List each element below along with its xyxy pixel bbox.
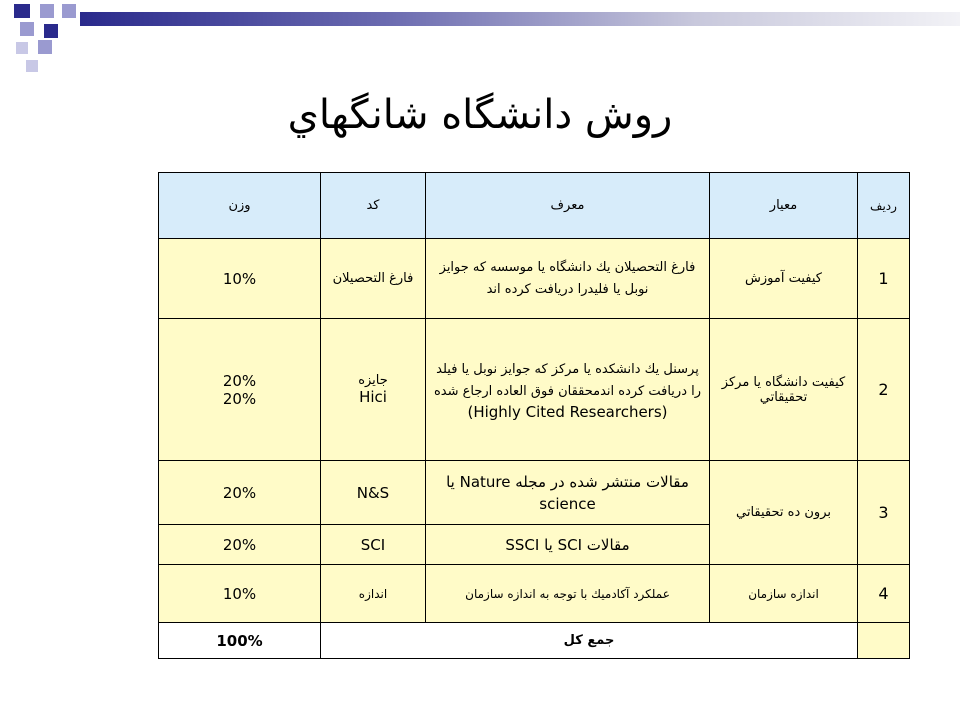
table-row xyxy=(159,319,910,461)
slide-title: روش دانشگاه شانگهاي xyxy=(287,92,673,138)
code-cell: اندازه xyxy=(321,565,426,623)
code-cell: فارغ التحصيلان xyxy=(321,239,426,319)
definition-cell xyxy=(426,319,710,461)
criterion-cell: برون ده تحقيقاتي xyxy=(710,461,858,565)
total-weight: 100% xyxy=(159,623,321,659)
criterion-cell: كيفيت دانشگاه يا مركز تحقيقاتي xyxy=(710,319,858,461)
definition-cell xyxy=(426,239,710,319)
definition-text: فارغ التحصيلان يك دانشگاه يا موسسه كه جوايز نوبل يا فليدرا دريافت كرده اند xyxy=(439,259,696,297)
definition-cell: عملكرد آكادميك با توجه به اندازه سازمان xyxy=(426,565,710,623)
weight-cell xyxy=(159,319,321,461)
header-row-num: رديف xyxy=(858,173,910,239)
criterion-cell: كيفيت آموزش xyxy=(710,239,858,319)
total-label: جمع كل xyxy=(321,623,858,659)
total-empty-cell xyxy=(858,623,910,659)
weight-cell: 20% xyxy=(159,461,321,525)
weight-value-2: 20% xyxy=(222,389,257,408)
row-number: 2 xyxy=(858,319,910,461)
weight-cell: 10% xyxy=(159,565,321,623)
corner-decoration xyxy=(0,0,90,90)
row-number: 4 xyxy=(858,565,910,623)
definition-text: مقالات منتشر شده در مجله Nature يا science xyxy=(446,472,689,513)
top-gradient-bar xyxy=(80,12,960,26)
header-code: كد xyxy=(321,173,426,239)
table-row xyxy=(159,461,910,525)
table-row xyxy=(159,239,910,319)
definition-cell: مقالات SCI يا SSCI xyxy=(426,525,710,565)
code-text: جايزه xyxy=(358,373,388,388)
code-cell: SCI xyxy=(321,525,426,565)
header-weight: وزن xyxy=(159,173,321,239)
shanghai-criteria-table xyxy=(158,172,910,659)
definition-cell xyxy=(426,461,710,525)
row-number: 1 xyxy=(858,239,910,319)
code-cell: N&S xyxy=(321,461,426,525)
criterion-cell: اندازه سازمان xyxy=(710,565,858,623)
table-header-row xyxy=(159,173,910,239)
code-cell xyxy=(321,319,426,461)
row-number: 3 xyxy=(858,461,910,565)
header-criterion: معيار xyxy=(710,173,858,239)
weight-cell: 20% xyxy=(159,525,321,565)
table-total-row xyxy=(159,623,910,659)
definition-text: پرسنل يك دانشكده يا مركز كه جوايز نوبل يا فيلد را دريافت كرده اندمحققان فوق العاده ارجاع شده xyxy=(433,361,702,399)
table-row xyxy=(159,565,910,623)
header-definition: معرف xyxy=(426,173,710,239)
code-text-en: Hici xyxy=(359,388,387,406)
weight-cell: 10% xyxy=(159,239,321,319)
weight-value: 20% xyxy=(222,371,257,390)
definition-text-en: (Highly Cited Researchers) xyxy=(467,402,668,421)
